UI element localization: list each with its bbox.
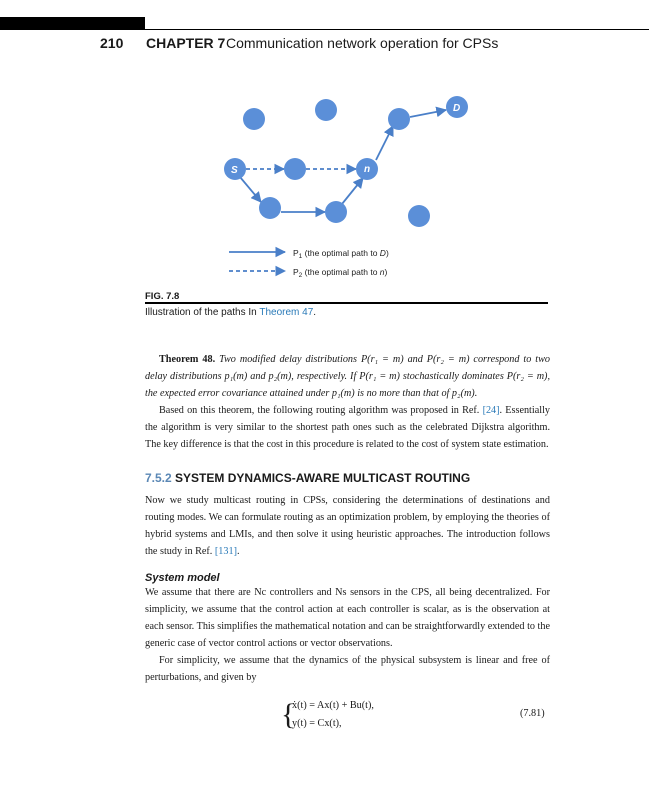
system-model-paragraph-1: We assume that there are Nc controllers and Ns sensors in the CPS, all being decentralized. For simplicity, we assume that the control action at each controller is scalar, as is the observation at each sensor. This simplifies the mathematical notation and can be straightforwardly extended to the generic case of vector control actions or vector observations. — [145, 587, 550, 649]
network-node — [388, 108, 410, 130]
theorem-link[interactable]: Theorem 47 — [259, 307, 314, 318]
p1-edge-c-d — [410, 110, 446, 117]
p1-edge-s-a — [240, 177, 261, 202]
figure-label: FIG. 7.8 — [145, 291, 180, 302]
network-node — [325, 201, 347, 223]
equation-line-2: y(t) = Cx(t), — [292, 718, 342, 729]
section-paragraph: Now we study multicast routing in CPSs, considering the determinations of destinations and routing modes. We can formulate routing as an optimization problem, by employing the theories of hybrid systems and LMIs, and then solve it using heuristic approaches. The introduction follows the study in Ref. [131]. — [145, 495, 550, 557]
system-model-paragraph-2: For simplicity, we assume that the dynamics of the physical subsystem is linear and free of perturbations, and given by — [145, 655, 550, 683]
network-node — [408, 205, 430, 227]
figure-rule — [145, 302, 548, 304]
page-number: 210 — [100, 35, 124, 51]
network-figure — [0, 0, 649, 300]
chapter-title: Communication network operation for CPSs — [226, 35, 499, 51]
section-heading — [145, 471, 470, 485]
section-number: 7.5.2 — [145, 471, 172, 485]
source-node-label: S — [231, 165, 238, 176]
equation-number: (7.81) — [520, 708, 545, 719]
p1-edge-b-n — [342, 178, 363, 204]
figure-caption: Illustration of the paths In Theorem 47. — [145, 307, 317, 318]
p1-edge-n-c — [376, 126, 393, 160]
equation-line-1: ẋ(t) = Ax(t) + Bu(t), — [292, 700, 374, 711]
chapter-label: CHAPTER 7 — [146, 35, 226, 51]
section-title: SYSTEM DYNAMICS-AWARE MULTICAST ROUTING — [175, 471, 471, 485]
subsection-heading: System model — [145, 572, 220, 584]
system-model-text — [145, 584, 550, 686]
legend-p2-text: $P_2$ (the optimal path to n) — [293, 267, 388, 279]
network-node — [284, 158, 306, 180]
network-node — [259, 197, 281, 219]
theorem-statement: Theorem 48. Two modified delay distributions P(r₁ = m) and P(r₂ = m) correspond to two delay distributions p₁(m) and p₂(m), respectively. If P(r₁ = m) stochastically dominates P(r₂ = m), the expected error covariance attained under p₁(m) is no more than that of p₂(m). — [145, 354, 551, 399]
theorem-follow-paragraph: Based on this theorem, the following routing algorithm was proposed in Ref. [24]. Essentially the algorithm is very similar to the shortest path ones such as the celebrated Dijkstra algorithm. The key difference is that the cost in this procedure is related to the cost of system state estimation. — [145, 405, 550, 450]
network-node — [243, 108, 265, 130]
intermediate-node-label: n — [364, 164, 371, 175]
ref-link-24[interactable]: [24] — [482, 405, 500, 416]
legend-p1-text: $P_1$ (the optimal path to D) — [293, 248, 389, 260]
ref-link-131[interactable]: [131] — [214, 546, 237, 557]
destination-node-label: D — [453, 103, 461, 114]
network-node — [315, 99, 337, 121]
equation-brace: { — [281, 698, 296, 731]
theorem-head: Theorem 48. — [159, 354, 216, 365]
theorem-block — [145, 351, 550, 453]
